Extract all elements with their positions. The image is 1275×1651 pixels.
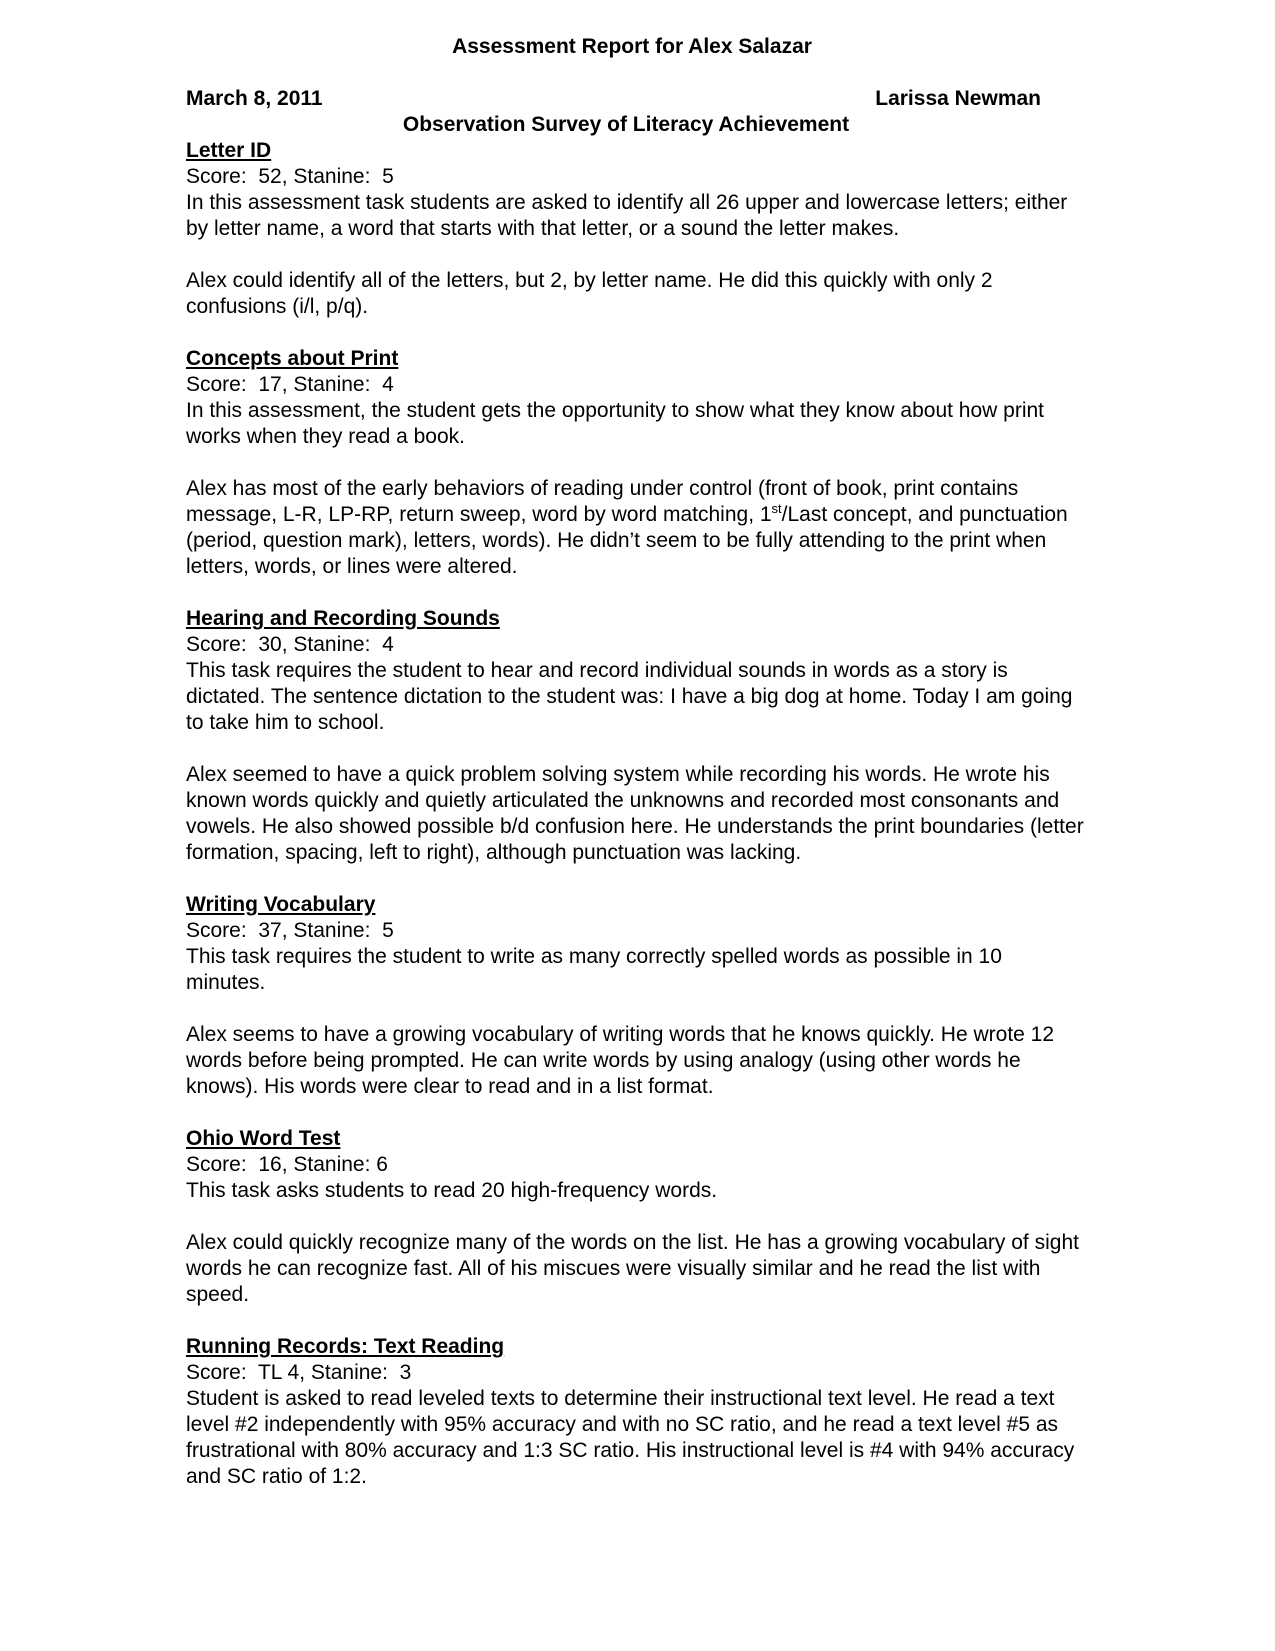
- task-description: This task requires the student to write as many correctly spelled words as possible in 10 minutes.: [186, 945, 1002, 994]
- section-concepts-about-print: [186, 346, 1086, 606]
- section-heading: Letter ID: [186, 139, 272, 162]
- section-writing-vocabulary: [186, 892, 1086, 1126]
- section-letter-id: [186, 138, 1086, 346]
- task-description: In this assessment, the student gets the opportunity to show what they know about how print works when they read a book.: [186, 399, 1044, 448]
- report-date: March 8, 2011: [186, 87, 323, 110]
- report-page: [186, 34, 1086, 1490]
- score-line: Score: 52, Stanine: 5: [186, 165, 394, 188]
- section-running-records: [186, 1334, 1086, 1490]
- section-hearing-recording-sounds: [186, 606, 1086, 892]
- section-heading: Hearing and Recording Sounds: [186, 607, 500, 630]
- task-description: In this assessment task students are asked to identify all 26 upper and lowercase letters; either by letter name, a word that starts with that letter, or a sound the letter makes.: [186, 191, 1068, 240]
- report-title: Assessment Report for Alex Salazar: [452, 35, 812, 58]
- task-description: Student is asked to read leveled texts to determine their instructional text level. He read a text level #2 independently with 95% accuracy and with no SC ratio, and he read a text level #5 as frustrational with 80% accuracy and 1:3 SC ratio. His instructional level is #4 with 94% accuracy and SC ratio of 1:2.: [186, 1387, 1075, 1488]
- report-meta-row: [186, 86, 1041, 112]
- survey-title: Observation Survey of Literacy Achievement: [402, 113, 850, 136]
- section-heading: Writing Vocabulary: [186, 893, 376, 916]
- observation-text: Alex could quickly recognize many of the words on the list. He has a growing vocabulary of sight words he can recognize fast. All of his miscues were visually similar and he read the list with speed.: [186, 1231, 1079, 1306]
- score-line: Score: 30, Stanine: 4: [186, 633, 394, 656]
- section-ohio-word-test: [186, 1126, 1086, 1334]
- score-line: Score: 17, Stanine: 4: [186, 373, 394, 396]
- ordinal-superscript: st: [771, 501, 782, 516]
- score-line: Score: 37, Stanine: 5: [186, 919, 394, 942]
- task-description: This task requires the student to hear and record individual sounds in words as a story is dictated. The sentence dictation to the student was: I have a big dog at home. Today I am going to take him to school.: [186, 659, 1073, 734]
- observation-text: Alex seems to have a growing vocabulary of writing words that he knows quickly. He wrote 12 words before being prompted. He can write words by using analogy (using other words he knows). His words were clear to read and in a list format.: [186, 1023, 1055, 1098]
- observation-text: [186, 476, 1086, 580]
- observation-text-part2: /Last concept, and punctuation (period, question mark), letters, words). He didn’t seem to be fully attending to the print when letters, words, or lines were altered.: [186, 503, 1068, 578]
- section-heading: Ohio Word Test: [186, 1127, 341, 1150]
- score-line: Score: 16, Stanine: 6: [186, 1153, 388, 1176]
- observation-text-part1: Alex has most of the early behaviors of reading under control (front of book, print contains message, L-R, LP-RP, return sweep, word by word matching, 1: [186, 477, 1019, 526]
- section-heading: Concepts about Print: [186, 347, 399, 370]
- task-description: This task asks students to read 20 high-frequency words.: [186, 1179, 718, 1202]
- section-heading: Running Records: Text Reading: [186, 1335, 505, 1358]
- report-author: Larissa Newman: [875, 87, 1041, 110]
- observation-text: Alex seemed to have a quick problem solving system while recording his words. He wrote his known words quickly and quietly articulated the unknowns and recorded most consonants and vowels. He also showed possible b/d confusion here. He understands the print boundaries (letter formation, spacing, left to right), although punctuation was lacking.: [186, 763, 1084, 864]
- score-line: Score: TL 4, Stanine: 3: [186, 1361, 412, 1384]
- observation-text: Alex could identify all of the letters, but 2, by letter name. He did this quickly with only 2 confusions (i/l, p/q).: [186, 269, 993, 318]
